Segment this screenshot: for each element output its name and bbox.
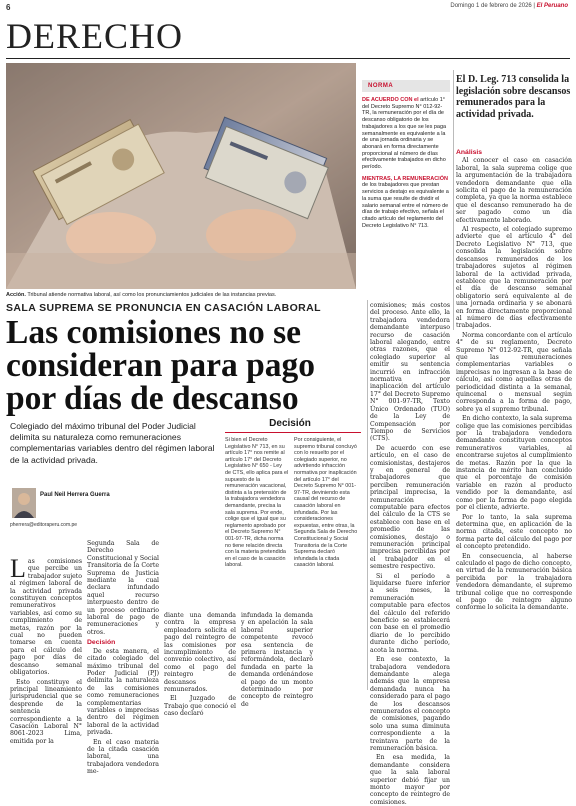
- article-kicker: SALA SUPREMA SE PRONUNCIA EN CASACIÓN LABORAL: [6, 302, 321, 314]
- page-number: 6: [6, 3, 11, 12]
- author-avatar: [12, 488, 36, 518]
- author-byline: [12, 488, 112, 518]
- body-p13: En esa medida, la demandante considera que la sala laboral superior debió fijar un monto mayor por concepto de reintegro de comisiones.: [370, 754, 450, 806]
- decision-col-a: Si bien el Decreto Legislativo N° 713, en su artículo 17° nos remite al artículo 17° del Decreto Legislativo N° 650 - Ley de CTS, ello aplica para el supuesto de la remuneración vacacional, distinta a la pretensión de la trabajadora vendedora demandante, precisa la sala suprema. Por ende, colige que el igual que su reglamento aprobado por el Decreto Supremo N° 001-97-TR, dicha norma no tiene relación directa con la materia pretendida en el caso de la casación laboral.: [225, 437, 289, 569]
- body-p7: El Juzgado de Trabajo que conoció el caso declaró: [164, 695, 236, 718]
- body-p5: En el caso materia de la citada casación laboral, una trabajadora vendedora me-: [87, 738, 159, 776]
- author-photo-icon: [12, 488, 36, 518]
- article-dek: Colegiado del máximo tribunal del Poder Judicial delimita su naturaleza como remuneraciones complementarias variables dentro del régimen laboral de la actividad privada.: [10, 421, 215, 465]
- analysis-column: [456, 146, 572, 690]
- drop-cap: L: [10, 554, 26, 583]
- body-p2: Esto constituye el principal lineamiento jurisprudencial que se desprende de la sentencia correspondiente a la Casación Laboral N° 8061-2023 Lima, emitida por la: [10, 678, 82, 745]
- decision-subhead: Decisión: [87, 639, 116, 647]
- decision-title: Decisión: [269, 418, 311, 429]
- sidebar-pull-quote: El D. Leg. 713 consolida la legislación sobre descansos remunerados para la actividad privada.: [456, 74, 571, 120]
- top-bar: [0, 0, 576, 14]
- body-p1: as comisiones que percibe un trabajador sujeto al régimen laboral de la actividad privada constituyen conceptos remunerativos variables, así como su cumplimiento de metas, razón por la cual no pueden tomarse en cuenta para el cálculo del pago por días de descanso semanal obligatorios.: [10, 558, 82, 677]
- analysis-p5: Por lo tanto, la sala suprema determina que, en aplicación de la norma citada, este concepto no forma parte del cálculo del pago por el concepto pretendido.: [456, 513, 572, 551]
- date: Domingo 1 de febrero de 2026: [450, 3, 532, 9]
- body-p9: comisiones; más costos del proceso. Ante ello, la trabajadora vendedora demandante interpuso recurso de casación laboral alegando, entre otras razones, que el colegiado superior al emitir su sentencia incurrió en infracción normativa por inaplicación del artículo 17° del Decreto Supremo N° 001-97-TR, Texto Único Ordenado (TUO) de la Ley de Compensación por Tiempo de Servicios (CTS).: [370, 302, 450, 443]
- author-email[interactable]: pherrera@editoraperu.com.pe: [10, 522, 78, 528]
- body-p11: Si el período a liquidarse fuere inferior a seis meses, la remuneración computable para efectos del cálculo del referido beneficio se establecerá con base en el promedio diario de lo percibido durante dicho período, acota la norma.: [370, 572, 450, 654]
- body-column-1: [10, 554, 82, 745]
- body-p6: diante una demanda contra la empresa empleadora solicita el pago del reintegro de las comisiones por incumplimiento de convenio colectivo, así como el pago del reintegro de descansos remunerados.: [164, 612, 236, 694]
- norma-lead-1: DE ACUERDO CON el: [362, 97, 419, 103]
- photo-caption: [6, 292, 356, 298]
- body-p3: Segunda Sala de Derecho Constitucional y Social Transitoria de la Corte Suprema de Justicia mediante la cual declara infundado aquel recurso interpuesto dentro de un proceso ordinario laboral de pago de remuneraciones y otros.: [87, 540, 159, 636]
- analysis-p4: En dicho contexto, la sala suprema colige que las comisiones percibidas por la trabajadora vendedora demandante constituyen conceptos remunerativos variables, al encontrarse sujetos al cumplimiento de metas. Razón por la que la instancia de mérito han concluido que el porcentaje de comisión variable en razón al producto vendido por la demandante, así como por la forma de pago elegida por el cliente, advierte.: [456, 415, 572, 512]
- body-column-3: [164, 612, 236, 718]
- publication-line: Domingo 1 de febrero de 2026 | El Peruano: [450, 3, 568, 9]
- section-title: DERECHO: [6, 16, 183, 56]
- decision-col-b: Por consiguiente, el supremo tribunal concluyó con lo resuelto por el colegiado superior, no advirtiendo infracción normativa por inaplicación del artículo 17° del Decreto Supremo N° 001-97-TR, deviniendo esta causal del recurso de casación laboral en infundada. Por las consideraciones expuestas, entre otras, la Segunda Sala de Derecho Constitucional y Social Transitoria de la Corte Suprema declaró infundada la citada casación laboral.: [294, 437, 358, 569]
- decision-rule: [225, 432, 361, 433]
- column-divider: [367, 300, 368, 690]
- body-p4: De esta manera, el citado colegiado del máximo tribunal del Poder Judicial (PJ) delimita la naturaleza de las comisiones como remuneraciones complementarias variables o imprecisas dentro del régimen laboral de la actividad privada.: [87, 647, 159, 737]
- body-p12: En ese contexto, la trabajadora vendedora demandante alega además que la empresa demandada nunca ha considerado para el pago de los descansos remunerados el concepto de comisiones, pagando solo una suma diminuta correspondiente a la treintava parte de la remuneración básica.: [370, 656, 450, 752]
- norma-text-1: artículo 1° del Decreto Supremo N° 012-92-TR, la remuneración por el día de descanso obligatorio de los trabajadores a los que se les paga semanalmente es equivalente a la de una jornada ordinaria y se abonará en forma directamente proporcional al número de días efectivamente trabajados en dicho período.: [362, 97, 447, 171]
- body-p10: De acuerdo con ese artículo, en el caso de comisionistas, destajeros y en general de trabajadores que perciben remuneración principal imprecisa, la remuneración computable para efectos del cálculo de la CTS se establece con base en el promedio de las comisiones, destajo o remuneración principal imprecisa percibidas por el trabajador en el semestre respectivo.: [370, 444, 450, 571]
- analysis-p1: Al conocer el caso en casación laboral, la sala suprema colige que la argumentación de la trabajadora vendedora demandante que ella solicita el pago de la remuneración completa, ya que la norma establece que el descanso remunerado ha de ser pagado como un día efectivamente laborado.: [456, 157, 572, 224]
- publication-name: El Peruano: [536, 3, 568, 9]
- article-headline: Las comisiones no se consideran para pago por días de descanso: [6, 314, 315, 417]
- money-photo-illustration: [6, 63, 356, 289]
- body-column-2: [87, 540, 159, 776]
- norma-box: [362, 97, 450, 234]
- author-name: Paul Neil Herrera Guerra: [40, 492, 110, 498]
- sidebar-divider: [453, 70, 454, 330]
- body-p8: infundada la demanda y en apelación la sala laboral superior competente revocó esa sentencia de primera instancia y reformándola, declaró fundada en parte la demanda ordenándose el pago de un monto determinado por concepto de reintegro de: [241, 612, 313, 708]
- body-column-4: [241, 612, 313, 708]
- section-rule: [6, 58, 570, 59]
- norma-text-2: de los trabajadores que prestan servicios a destajo es equivalente a la suma que resulte de dividir el salario semanal entre el número de días de trabajo efectivo, señala el citado artículo del reglamento del Decreto Legislativo N° 713.: [362, 182, 449, 229]
- analysis-p3: Norma concordante con el artículo 4° de su reglamento, Decreto Supremo N° 012-92-TR, que señala que las remuneraciones complementarias variables o imprecisas no ingresan a la base de cálculo, así como aquellas otras de periodicidad distinta a la semanal, quincenal o mensual según corresponda a la forma de pago, sobre ya el supremo tribunal.: [456, 331, 572, 413]
- analysis-heading: Análisis: [456, 149, 483, 156]
- analysis-p6: En consecuencia, al haberse calculado el pago de dicho concepto, en virtud de la remuneración básica percibida por la trabajadora vendedora demandante, el supremo tribunal colige que no corresponde el pago de reintegro alguno conforme lo solicita la demandante.: [456, 552, 572, 612]
- norma-tag: NORMA: [362, 80, 450, 92]
- article-photo: [6, 63, 356, 289]
- body-column-5: [370, 302, 450, 806]
- caption-text: Tribunal atiende normativa laboral, así como los pronunciamientos judiciales de las instancias previas.: [27, 292, 277, 298]
- norma-lead-2: MIENTRAS, LA REMUNERACIÓN: [362, 175, 448, 182]
- caption-label: Acción.: [6, 292, 26, 298]
- analysis-p2: Al respecto, el colegiado supremo advierte que el artículo 4° del Decreto Legislativo N° 713, que consolida la legislación sobre descansos remunerados de los trabajadores sujetos al régimen laboral de la actividad privada, establece que la remuneración por el día de descanso semanal obligatorio será equivalente al de una jornada ordinaria y se abonará en forma directamente proporcional al número de días efectivamente trabajados.: [456, 226, 572, 330]
